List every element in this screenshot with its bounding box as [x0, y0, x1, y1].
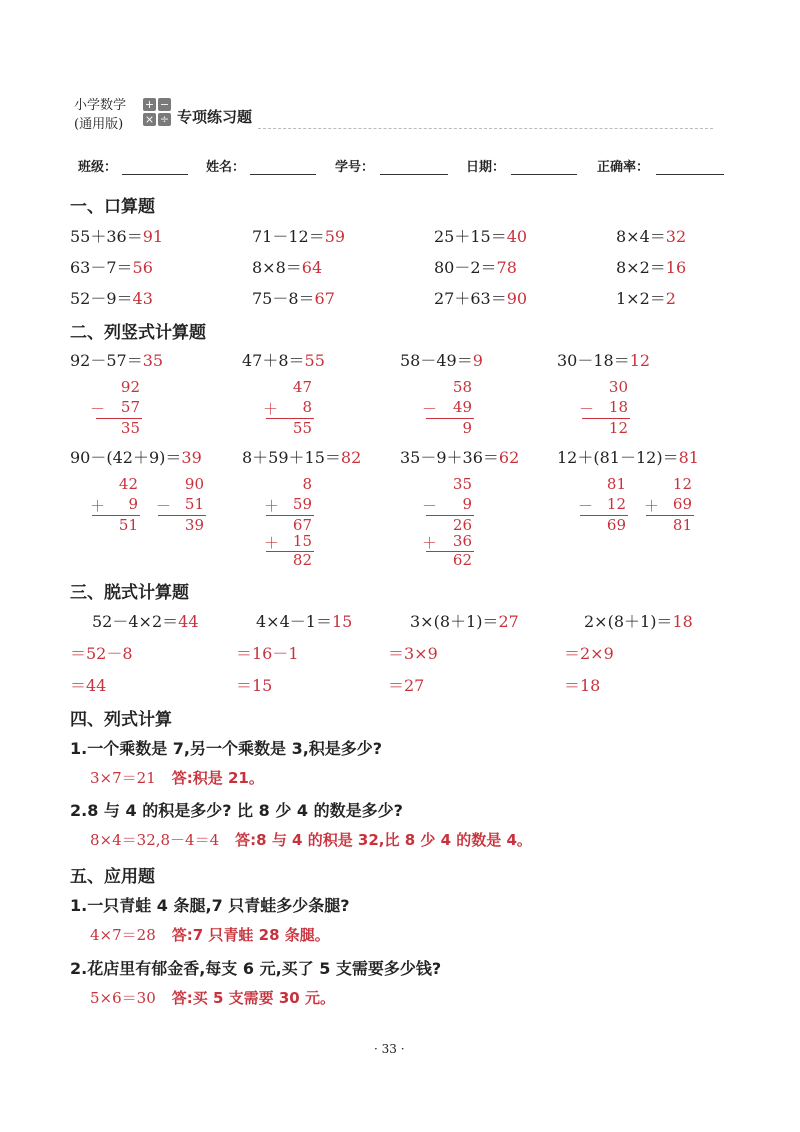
- vertical-question: 58－49＝9: [400, 351, 483, 370]
- stepwise-step: ＝16－1: [236, 644, 299, 663]
- vertical-question: 90－(42＋9)＝39: [70, 448, 202, 467]
- stepwise-step: ＝52－8: [70, 644, 133, 663]
- stepwise-step: ＝15: [236, 676, 273, 695]
- minus-icon: −: [159, 98, 170, 111]
- stepwise-step: ＝2×9: [564, 644, 614, 663]
- section3-title: 三、脱式计算题: [70, 583, 189, 603]
- stepwise-question: 3×(8＋1)＝27: [410, 612, 519, 631]
- accuracy-label: 正确率：: [597, 160, 650, 175]
- word-answer: 5×6＝30 答:买 5 支需要 30 元。: [90, 989, 335, 1007]
- word-question: 1.一个乘数是 7,另一个乘数是 3,积是多少?: [70, 739, 383, 758]
- oral-item: 8×8＝64: [252, 258, 323, 277]
- operator-badges: [143, 98, 171, 126]
- divide-icon: ÷: [159, 113, 170, 126]
- section4-title: 四、列式计算: [70, 710, 172, 730]
- page-number: · 33 ·: [374, 1042, 405, 1056]
- oral-item: 63－7＝56: [70, 258, 153, 277]
- oral-item: 27＋63＝90: [434, 289, 528, 308]
- oral-item: 1×2＝2: [616, 289, 676, 308]
- word-answer: 8×4＝32,8－4＝4 答:8 与 4 的积是 32,比 8 少 4 的数是 4。: [90, 831, 532, 849]
- word-question: 2.8 与 4 的积是多少? 比 8 少 4 的数是多少?: [70, 801, 403, 820]
- oral-item: 8×2＝16: [616, 258, 687, 277]
- oral-item: 75－8＝67: [252, 289, 335, 308]
- title-divider: [258, 128, 713, 129]
- class-field[interactable]: [122, 174, 188, 175]
- stepwise-question: 2×(8＋1)＝18: [584, 612, 693, 631]
- accuracy-field[interactable]: [656, 174, 724, 175]
- vertical-question: 30－18＝12: [557, 351, 651, 370]
- oral-item: 55＋36＝91: [70, 227, 164, 246]
- oral-item: 25＋15＝40: [434, 227, 528, 246]
- section1-title: 一、口算题: [70, 197, 155, 217]
- stepwise-step: ＝3×9: [388, 644, 438, 663]
- series-edition: (通用版): [74, 117, 124, 132]
- series-label: 小学数学: [74, 98, 127, 113]
- oral-item: 80－2＝78: [434, 258, 517, 277]
- vertical-question: 35－9＋36＝62: [400, 448, 520, 467]
- vertical-question: 47＋8＝55: [242, 351, 325, 370]
- oral-item: 52－9＝43: [70, 289, 153, 308]
- student-id-label: 学号：: [335, 160, 375, 175]
- word-question: 1.一只青蛙 4 条腿,7 只青蛙多少条腿?: [70, 896, 350, 915]
- word-answer: 4×7＝28 答:7 只青蛙 28 条腿。: [90, 926, 330, 944]
- vertical-question: 8＋59＋15＝82: [242, 448, 362, 467]
- multiply-icon: ×: [144, 113, 155, 126]
- vertical-question: 92－57＝35: [70, 351, 164, 370]
- word-question: 2.花店里有郁金香,每支 6 元,买了 5 支需要多少钱?: [70, 959, 442, 978]
- class-label: 班级：: [78, 160, 118, 175]
- vertical-question: 12＋(81－12)＝81: [557, 448, 699, 467]
- section5-title: 五、应用题: [70, 867, 155, 887]
- name-label: 姓名：: [206, 160, 246, 175]
- plus-icon: +: [144, 98, 155, 111]
- word-answer: 3×7＝21 答:积是 21。: [90, 769, 264, 787]
- stepwise-step: ＝18: [564, 676, 601, 695]
- page-title: 专项练习题: [177, 108, 253, 126]
- date-field[interactable]: [511, 174, 577, 175]
- stepwise-step: ＝27: [388, 676, 425, 695]
- student-id-field[interactable]: [380, 174, 448, 175]
- date-label: 日期：: [466, 160, 506, 175]
- stepwise-step: ＝44: [70, 676, 107, 695]
- name-field[interactable]: [250, 174, 316, 175]
- oral-item: 8×4＝32: [616, 227, 687, 246]
- stepwise-question: 4×4－1＝15: [256, 612, 353, 631]
- stepwise-question: 52－4×2＝44: [92, 612, 199, 631]
- oral-item: 71－12＝59: [252, 227, 346, 246]
- section2-title: 二、列竖式计算题: [70, 323, 206, 343]
